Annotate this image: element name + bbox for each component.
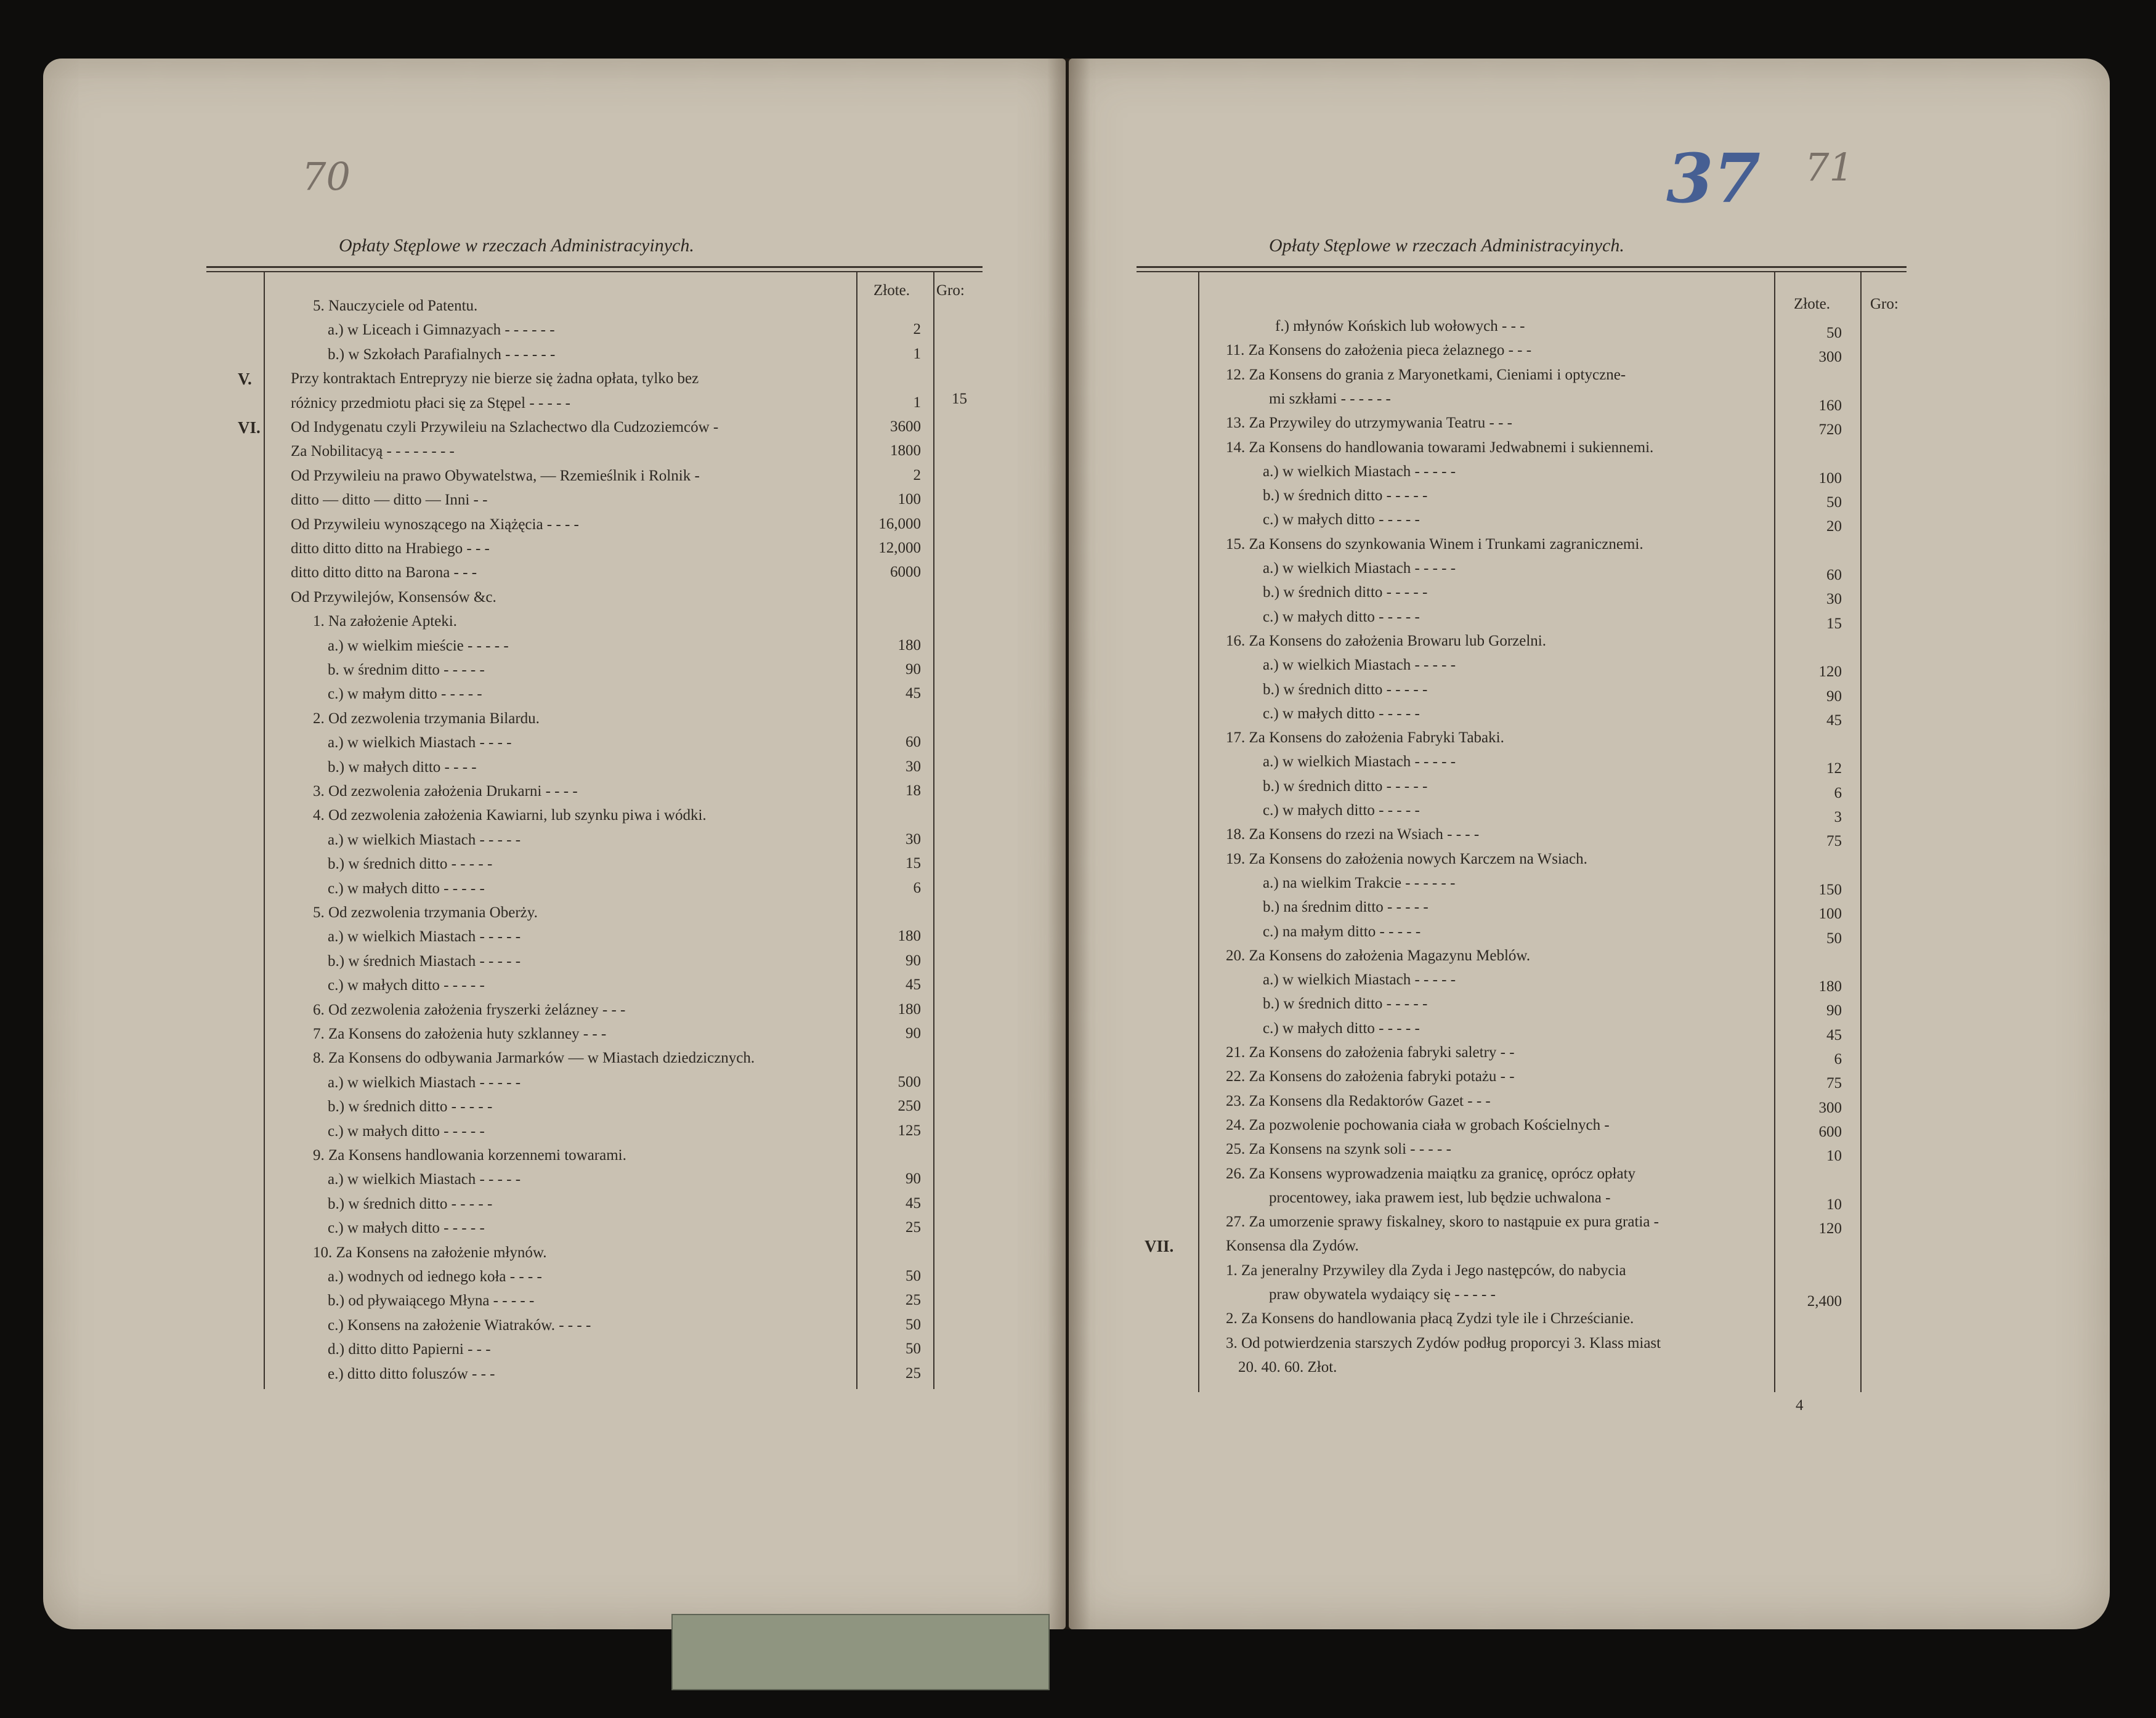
entry-text: a.) na wielkim Trakcie - - - - - - (1263, 874, 1456, 891)
entry-amount-zlote: 60 (1826, 567, 1842, 583)
right-vline-3 (1860, 271, 1862, 1392)
right-head-rule (1137, 266, 1907, 272)
entry-amount-zlote: 6 (1834, 784, 1842, 801)
gutter (1047, 59, 1090, 1629)
entry-text: a.) w wielkich Miastach - - - - - (328, 831, 521, 848)
entry-amount-zlote: 50 (906, 1316, 921, 1333)
entry-text: praw obywatela wydaiący się - - - - - (1269, 1286, 1496, 1303)
entry-amount-zlote: 90 (906, 1170, 921, 1188)
entry-amount-zlote: 180 (898, 636, 921, 654)
right-folio-stamp: 37 (1666, 139, 1761, 218)
entry-amount-zlote: 50 (906, 1268, 921, 1284)
entry-text: a.) w wielkich Miastach - - - - - (1263, 753, 1456, 771)
entry-text: 20. Za Konsens do założenia Magazynu Meblów. (1226, 947, 1531, 964)
entry-amount-zlote: 60 (906, 734, 921, 751)
entry-text: 17. Za Konsens do założenia Fabryki Tabaki. (1226, 729, 1504, 747)
entry-amount-zlote: 90 (1826, 687, 1842, 705)
entry-text: b.) w średnich ditto - - - - - (1263, 584, 1428, 601)
entry-amount-zlote: 720 (1818, 421, 1842, 439)
entry-amount-zlote: 6 (1834, 1051, 1842, 1068)
right-folio-pencil: 71 (1805, 145, 1854, 190)
entry-text: 21. Za Konsens do założenia fabryki saletry - - (1226, 1044, 1515, 1061)
entry-amount-zlote: 15 (906, 855, 921, 872)
entry-amount-zlote: 30 (906, 758, 921, 775)
entry-amount-zlote: 90 (906, 952, 921, 969)
entry-amount-zlote: 50 (1826, 325, 1842, 341)
entry-text: 22. Za Konsens do założenia fabryki potażu - - (1226, 1068, 1515, 1085)
entry-amount-zlote: 120 (1818, 663, 1842, 681)
entry-amount-zlote: 6000 (890, 564, 921, 581)
entry-text: Od Przywileiu na prawo Obywatelstwa, — Rzemieślnik i Rolnik - (291, 467, 700, 484)
entry-text: c.) w małych ditto - - - - - (328, 1122, 485, 1140)
entry-amount-zlote: 300 (1818, 349, 1842, 366)
entry-amount-zlote: 50 (1826, 494, 1842, 511)
entry-amount-zlote: 45 (906, 1194, 921, 1212)
entry-amount-zlote: 600 (1818, 1123, 1842, 1140)
entry-text: 15. Za Konsens do szynkowania Winem i Trunkami zagranicznemi. (1226, 535, 1643, 553)
entry-text: 4. Od zezwolenia założenia Kawiarni, lub szynku piwa i wódki. (313, 807, 707, 824)
entry-amount-zlote: 30 (1826, 591, 1842, 608)
entry-amount-zlote: 75 (1826, 1075, 1842, 1092)
entry-text: c.) na małym ditto - - - - - (1263, 923, 1421, 940)
entry-text: procentowey, iaka prawem iest, lub będzie uchwalona - (1269, 1189, 1611, 1206)
entry-amount-zlote: 1800 (890, 442, 921, 460)
entry-amount-zlote: 10 (1826, 1196, 1842, 1213)
entry-text: a.) w wielkich Miastach - - - - - (328, 1171, 521, 1188)
entry-text: c.) w małym ditto - - - - - (328, 686, 482, 703)
entry-amount-zlote: 1 (913, 345, 921, 362)
right-col-grosze: Gro: (1870, 296, 1899, 312)
entry-text: c.) Konsens na założenie Wiatraków. - - - - (328, 1316, 591, 1334)
entry-text: a.) w wielkich Miastach - - - - - (328, 1074, 521, 1091)
entry-amount-zlote: 90 (906, 661, 921, 678)
entry-text: 3. Od zezwolenia założenia Drukarni - - - - (313, 783, 578, 800)
entry-text: mi szkłami - - - - - - (1269, 390, 1391, 407)
entry-text: 14. Za Konsens do handlowania towarami Jedwabnemi i sukiennemi. (1226, 439, 1654, 456)
entry-text: a.) wodnych od iednego koła - - - - (328, 1268, 542, 1285)
entry-amount-zlote: 125 (898, 1122, 921, 1139)
entry-text: b.) w średnich ditto - - - - - (1263, 681, 1428, 698)
entry-text: Konsensa dla Zydów. (1226, 1238, 1359, 1255)
entry-amount-zlote: 2 (913, 466, 921, 484)
entry-text: 16. Za Konsens do założenia Browaru lub Gorzelni. (1226, 632, 1546, 649)
right-vline-1 (1198, 271, 1199, 1392)
entry-text: 23. Za Konsens dla Redaktorów Gazet - - - (1226, 1092, 1491, 1109)
entry-text: c.) w małych ditto - - - - - (328, 977, 485, 994)
entry-text: 13. Za Przywiley do utrzymywania Teatru - - - (1226, 415, 1513, 432)
entry-amount-zlote: 50 (1826, 930, 1842, 947)
entry-text: c.) w małych ditto - - - - - (328, 880, 485, 897)
entry-text: f.) młynów Końskich lub wołowych - - - (1275, 318, 1525, 334)
entry-text: 27. Za umorzenie sprawy fiskalney, skoro to nastąpuie ex pura gratia - (1226, 1214, 1660, 1231)
entry-amount-zlote: 300 (1818, 1099, 1842, 1116)
entry-text: 26. Za Konsens wyprowadzenia maiątku za granicę, oprócz opłaty (1226, 1165, 1636, 1182)
entry-text: b.) w średnich ditto - - - - - (328, 1098, 493, 1116)
entry-text: b.) w średnich ditto - - - - - (1263, 995, 1428, 1013)
entry-amount-zlote: 180 (1818, 978, 1842, 995)
entry-amount-zlote: 18 (906, 782, 921, 799)
entry-text: b.) od pływaiącego Młyna - - - - - (328, 1292, 535, 1310)
entry-text: 5. Od zezwolenia trzymania Oberży. (313, 904, 538, 921)
entry-amount-zlote: 10 (1826, 1148, 1842, 1165)
entry-amount-zlote: 2 (913, 321, 921, 338)
entry-text: 1. Na założenie Apteki. (313, 613, 457, 630)
entry-amount-zlote: 150 (1818, 881, 1842, 898)
entry-text: 5. Nauczyciele od Patentu. (313, 298, 478, 314)
left-col-zlote: Złote. (873, 282, 910, 299)
entry-text: ditto — ditto — ditto — Inni - - (291, 492, 488, 509)
left-folio-pencil: 70 (302, 154, 351, 199)
right-running-head: Opłaty Stęplowe w rzeczach Administracyinych. (1269, 235, 1624, 256)
entry-text: Od Przywileiu wynoszącego na Xiążęcia - - - - (291, 516, 579, 533)
entry-text: 24. Za pozwolenie pochowania ciała w grobach Kościelnych - (1226, 1116, 1610, 1133)
binding-ribbon (671, 1614, 1050, 1690)
entry-amount-zlote: 100 (1818, 906, 1842, 923)
entry-text: 12. Za Konsens do grania z Maryonetkami, Cieniami i optyczne- (1226, 366, 1626, 383)
entry-text: a.) w Liceach i Gimnazyach - - - - - - (328, 322, 555, 339)
entry-text: b. w średnim ditto - - - - - (328, 662, 485, 678)
entry-amount-zlote: 1 (913, 394, 921, 411)
entry-text: c.) w małych ditto - - - - - (328, 1220, 485, 1237)
entry-text: 8. Za Konsens do odbywania Jarmarków — w Miastach dziedzicznych. (313, 1050, 755, 1067)
left-head-rule (206, 266, 983, 272)
entry-amount-zlote: 50 (906, 1340, 921, 1358)
entry-amount-zlote: 45 (1826, 1026, 1842, 1043)
entry-text: a.) w wielkich Miastach - - - - - (1263, 657, 1456, 674)
entry-text: 20. 40. 60. Złot. (1238, 1358, 1337, 1376)
entry-amount-zlote: 30 (906, 830, 921, 848)
entry-text: a.) w wielkich Miastach - - - - - (328, 928, 521, 946)
entry-text: 18. Za Konsens do rzezi na Wsiach - - - - (1226, 826, 1480, 843)
entry-text: 6. Od zezwolenia założenia fryszerki żelázney - - - (313, 1001, 626, 1018)
entry-amount-zlote: 16,000 (878, 515, 921, 532)
entry-amount-zlote: 120 (1818, 1220, 1842, 1238)
entry-text: c.) w małych ditto - - - - - (1263, 511, 1420, 529)
entry-text: ditto ditto ditto na Hrabiego - - - (291, 540, 490, 557)
section-numeral: VII. (1145, 1237, 1174, 1256)
left-vline-1 (264, 271, 265, 1389)
entry-amount-zlote: 12,000 (878, 540, 921, 556)
entry-text: ditto ditto ditto na Barona - - - (291, 564, 477, 581)
left-vline-3 (933, 271, 934, 1389)
entry-amount-zlote: 25 (906, 1219, 921, 1236)
entry-text: 7. Za Konsens do założenia huty szklanney - - - (313, 1026, 607, 1042)
entry-amount-zlote: 180 (898, 928, 921, 945)
entry-text: b.) w Szkołach Parafialnych - - - - - - (328, 346, 556, 363)
entry-text: Za Nobilitacyą - - - - - - - - (291, 443, 455, 460)
entry-text: c.) w małych ditto - - - - - (1263, 705, 1420, 722)
right-page (1069, 59, 2110, 1629)
entry-amount-zlote: 45 (906, 976, 921, 994)
entry-text: c.) w małych ditto - - - - - (1263, 802, 1420, 819)
entry-amount-zlote: 20 (1826, 518, 1842, 535)
entry-text: b.) w średnich Miastach - - - - - (328, 952, 521, 970)
entry-text: 2. Za Konsens do handlowania płacą Zydzi tyle ile i Chrześcianie. (1226, 1310, 1634, 1327)
entry-text: a.) w wielkich Miastach - - - - (328, 734, 512, 752)
entry-text: Od Indygenatu czyli Przywileiu na Szlachectwo dla Cudzoziemców - (291, 419, 719, 436)
left-running-head: Opłaty Stęplowe w rzeczach Administracyinych. (339, 235, 694, 256)
entry-amount-zlote: 3600 (890, 418, 921, 435)
entry-amount-zlote: 3 (1834, 809, 1842, 825)
section-numeral: VI. (238, 418, 261, 437)
entry-text: 3. Od potwierdzenia starszych Zydów podług proporcyi 3. Klass miast (1226, 1334, 1661, 1351)
entry-amount-zlote: 6 (913, 879, 921, 896)
entry-text: 1. Za jeneralny Przywiley dla Zyda i Jego następców, do nabycia (1226, 1262, 1626, 1279)
entry-amount-zlote: 12 (1826, 760, 1842, 777)
entry-text: 11. Za Konsens do założenia pieca żelaznego - - - (1226, 342, 1532, 359)
entry-amount-zlote: 180 (898, 1000, 921, 1018)
entry-text: 9. Za Konsens handlowania korzennemi towarami. (313, 1147, 626, 1164)
entry-amount-zlote: 90 (1826, 1002, 1842, 1019)
entry-text: e.) ditto ditto foluszów - - - (328, 1365, 495, 1382)
entry-amount-zlote: 25 (906, 1292, 921, 1309)
entry-text: b.) na średnim ditto - - - - - (1263, 899, 1429, 916)
entry-text: a.) w wielkich Miastach - - - - - (1263, 463, 1456, 480)
entry-text: 25. Za Konsens na szynk soli - - - - - (1226, 1141, 1451, 1158)
entry-amount-zlote: 75 (1826, 833, 1842, 850)
entry-text: b.) w średnich ditto - - - - - (1263, 487, 1428, 504)
entry-text: a.) w wielkich Miastach - - - - - (1263, 560, 1456, 577)
right-signature-mark: 4 (1796, 1397, 1804, 1414)
entry-text: d.) ditto ditto Papierni - - - (328, 1341, 491, 1358)
entry-amount-zlote: 45 (906, 685, 921, 702)
entry-amount-zlote: 100 (1818, 469, 1842, 487)
entry-amount-grosze: 15 (952, 390, 967, 407)
entry-text: 10. Za Konsens na założenie młynów. (313, 1244, 547, 1261)
entry-amount-zlote: 500 (898, 1073, 921, 1090)
entry-text: Od Przywilejów, Konsensów &c. (291, 588, 496, 606)
entry-text: c.) w małych ditto - - - - - (1263, 608, 1420, 625)
section-numeral: V. (238, 370, 252, 389)
entry-text: b.) w średnich ditto - - - - - (1263, 777, 1428, 795)
entry-amount-zlote: 160 (1818, 397, 1842, 414)
entry-amount-zlote: 250 (898, 1098, 921, 1115)
entry-amount-zlote: 45 (1826, 711, 1842, 729)
entry-text: 19. Za Konsens do założenia nowych Karczem na Wsiach. (1226, 850, 1587, 867)
entry-text: c.) w małych ditto - - - - - (1263, 1019, 1420, 1037)
entry-text: b.) w średnich ditto - - - - - (328, 856, 493, 873)
entry-amount-zlote: 2,400 (1807, 1293, 1842, 1310)
entry-amount-zlote: 25 (906, 1364, 921, 1382)
left-col-grosze: Gro: (936, 282, 965, 299)
entry-amount-zlote: 100 (898, 491, 921, 508)
entry-text: b.) w małych ditto - - - - (328, 758, 477, 776)
entry-text: Przy kontraktach Entrepryzy nie bierze się żadna opłata, tylko bez (291, 370, 699, 387)
entry-amount-zlote: 90 (906, 1025, 921, 1042)
entry-text: a.) w wielkim mieście - - - - - (328, 637, 509, 654)
entry-text: 2. Od zezwolenia trzymania Bilardu. (313, 710, 540, 727)
entry-text: b.) w średnich ditto - - - - - (328, 1195, 493, 1212)
entry-text: różnicy przedmiotu płaci się za Stępel - - - - - (291, 394, 570, 411)
right-col-zlote: Złote. (1794, 296, 1831, 312)
entry-amount-zlote: 15 (1826, 615, 1842, 632)
entry-text: a.) w wielkich Miastach - - - - - (1263, 971, 1456, 989)
